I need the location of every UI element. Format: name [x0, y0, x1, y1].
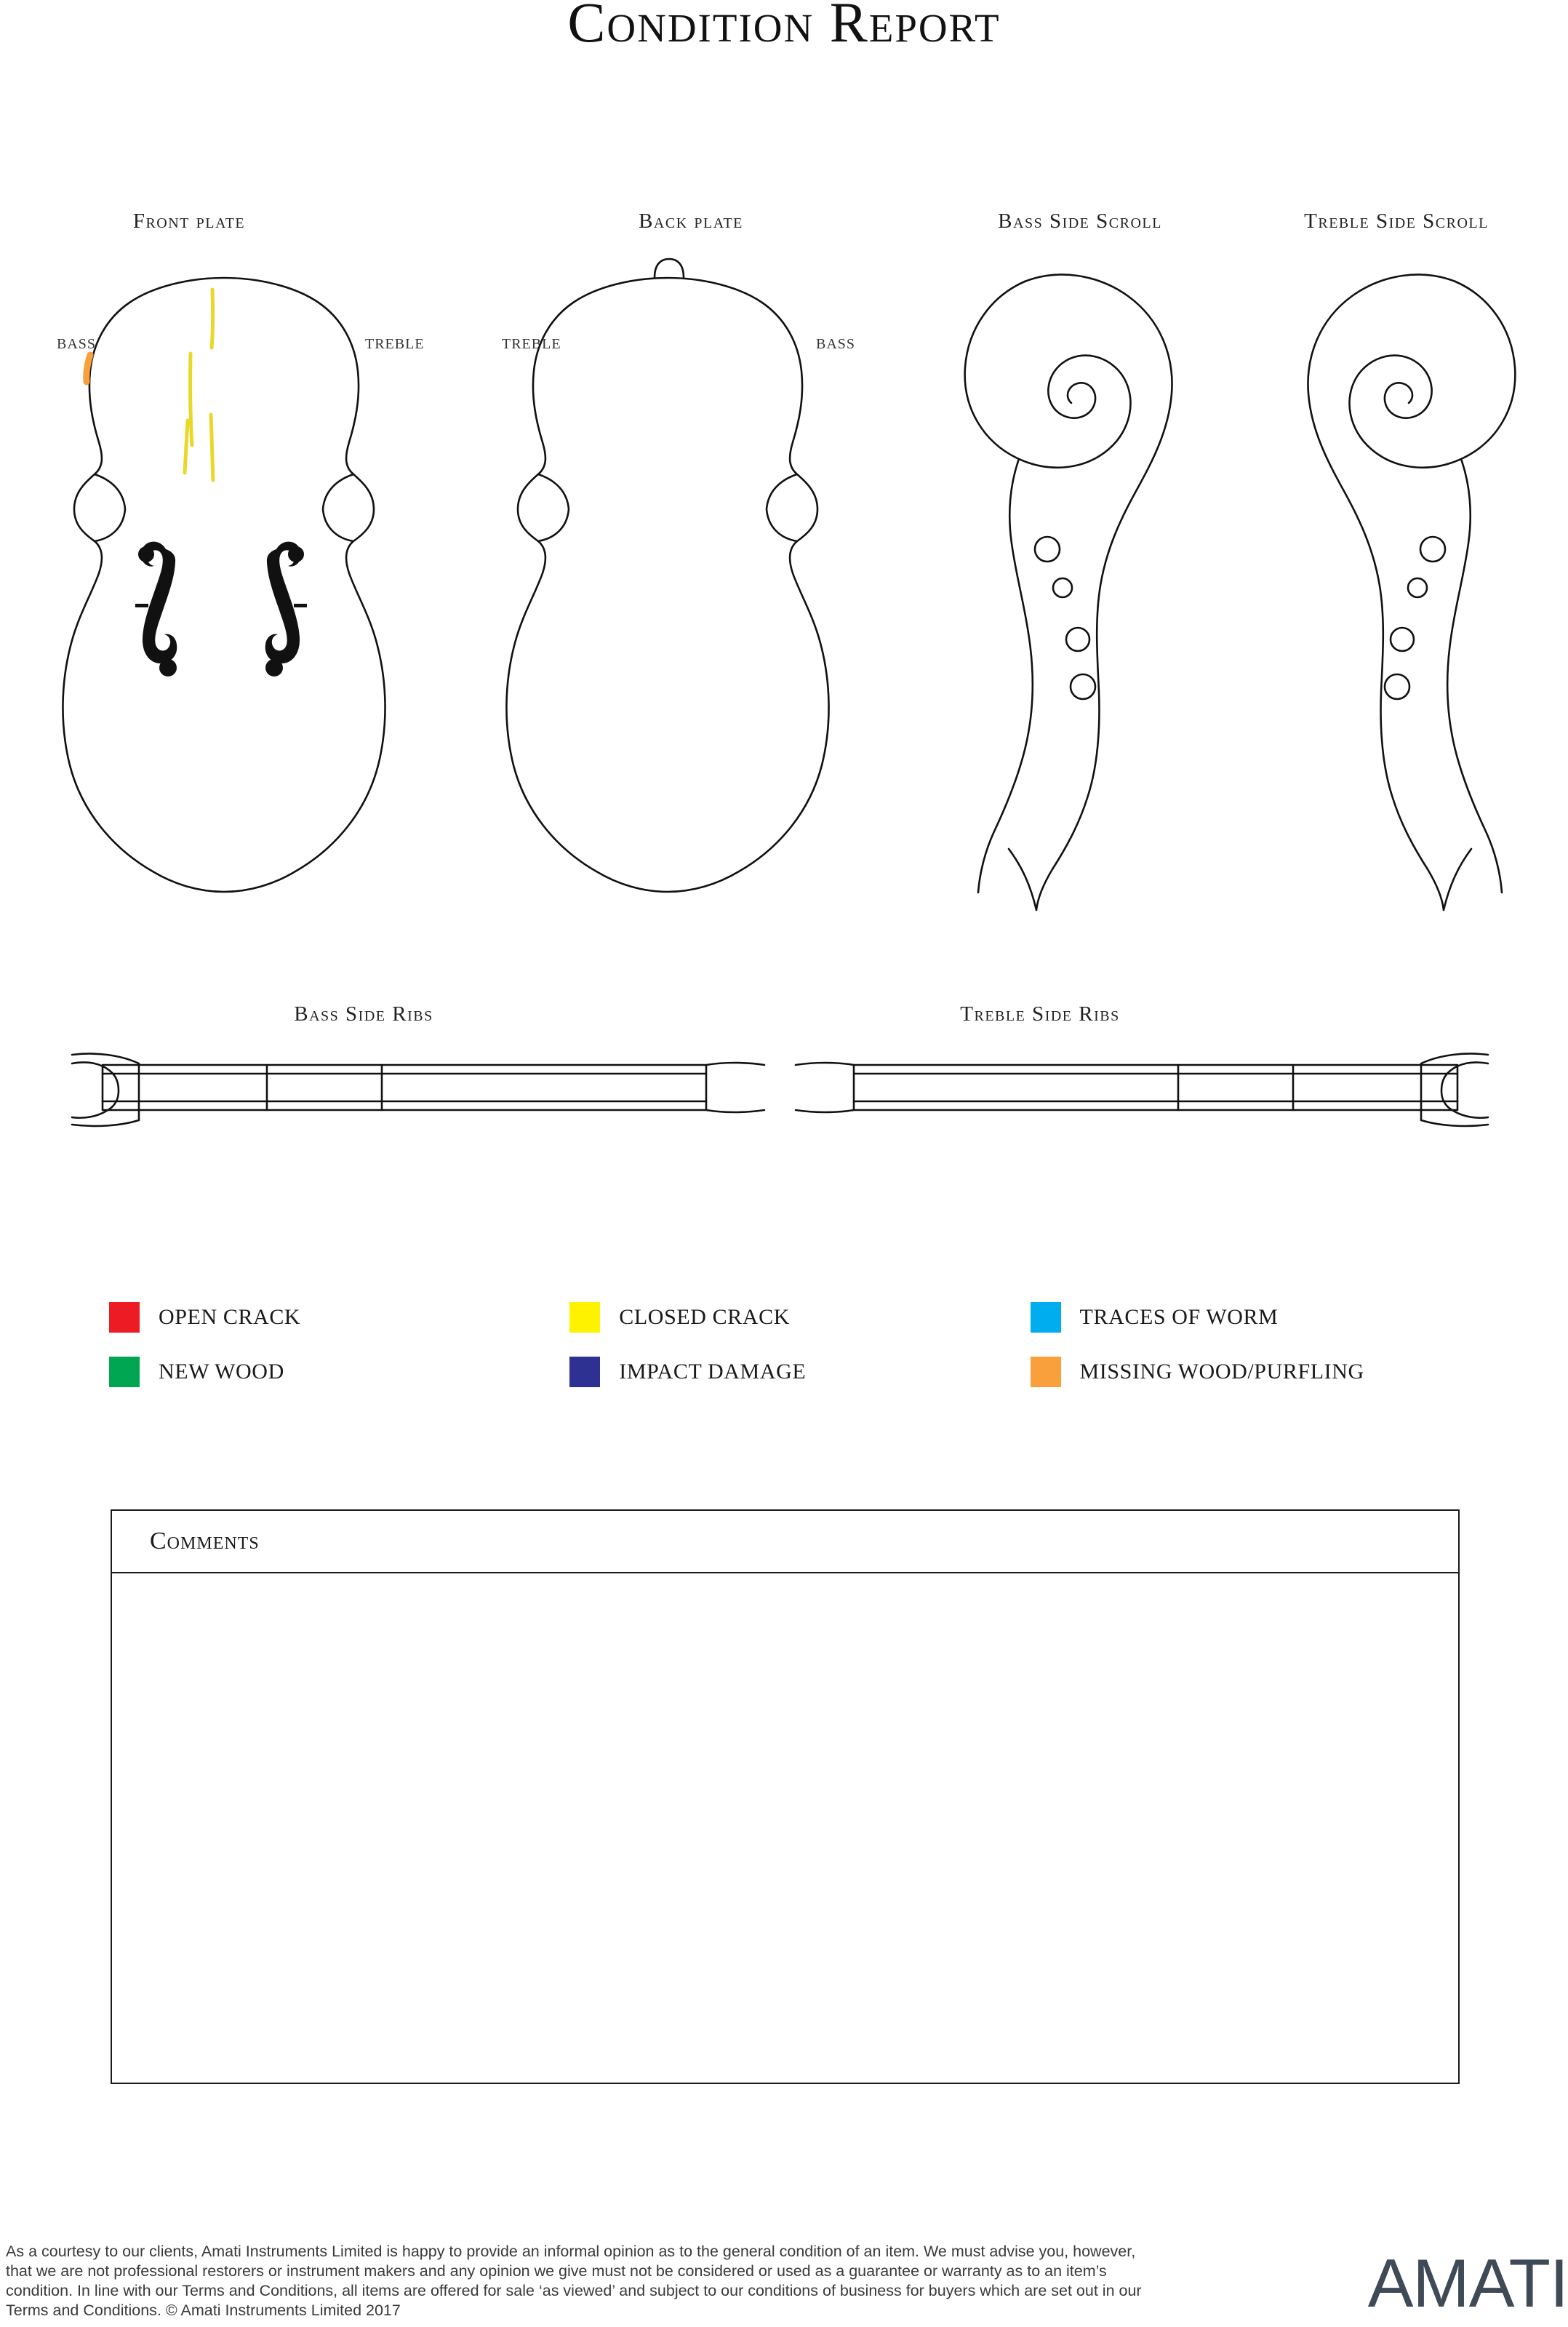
legend-row-1: [109, 1302, 1491, 1333]
legend-item-missing-wood[interactable]: [1031, 1357, 1491, 1387]
comments-input[interactable]: [112, 1573, 1458, 2083]
swatch-new-wood: [109, 1357, 140, 1387]
swatch-impact-damage: [569, 1357, 600, 1387]
caption-bass-side-scroll: Bass Side Scroll: [998, 209, 1162, 233]
front-plate-bass-label: BASS: [57, 336, 97, 352]
comments-box: [111, 1509, 1460, 2084]
legend-label-open-crack: OPEN CRACK: [159, 1305, 301, 1329]
caption-back-plate: Back plate: [639, 209, 743, 233]
comments-header: [112, 1511, 1458, 1573]
back-plate-bass-label: BASS: [816, 336, 856, 352]
swatch-missing-wood: [1031, 1357, 1061, 1387]
legend-label-missing-wood: MISSING WOOD/PURFLING: [1079, 1360, 1364, 1384]
footer-disclaimer: As a courtesy to our clients, Amati Instruments Limited is happy to provide an informal opinion as to the general condition of an item. We must advise you, however, that we are not professional restorers or instrument makers and any opinion we give must not be considered or used as a guarantee or warranty as to an item’s condition. In line with our Terms and Conditions, all items are offered for sale ‘as viewed’ and subject to our conditions of business for buyers which are set out in our Terms and Conditions. © Amati Instruments Limited 2017: [6, 2243, 1142, 2319]
caption-bass-side-ribs: Bass Side Ribs: [294, 1002, 433, 1026]
swatch-closed-crack: [569, 1302, 600, 1333]
legend-label-new-wood: NEW WOOD: [159, 1360, 284, 1384]
swatch-open-crack: [109, 1302, 140, 1333]
back-plate-treble-label: TREBLE: [502, 336, 561, 352]
front-plate-marking-closed-crack-3: [185, 420, 188, 473]
front-plate-marking-closed-crack-4: [211, 415, 213, 480]
legend-label-impact-damage: IMPACT DAMAGE: [619, 1360, 807, 1384]
page-title: Condition Report: [567, 0, 1001, 54]
comments-title: Comments: [150, 1528, 260, 1554]
front-plate-treble-label: TREBLE: [365, 336, 425, 352]
legend-item-open-crack[interactable]: [109, 1302, 569, 1333]
legend-label-traces-of-worm: TRACES OF WORM: [1079, 1305, 1279, 1329]
bass-side-ribs-diagram[interactable]: [69, 1039, 767, 1144]
legend: [109, 1302, 1491, 1411]
swatch-traces-of-worm: [1031, 1302, 1061, 1333]
front-plate-marking-closed-crack-1: [212, 290, 213, 348]
legend-item-traces-of-worm[interactable]: [1031, 1302, 1491, 1333]
legend-row-2: [109, 1357, 1491, 1387]
legend-label-closed-crack: CLOSED CRACK: [619, 1305, 790, 1329]
front-plate-diagram[interactable]: [36, 262, 415, 935]
front-plate-marking-closed-crack-2: [191, 354, 192, 445]
caption-treble-side-ribs: Treble Side Ribs: [960, 1002, 1120, 1026]
back-plate-diagram[interactable]: [480, 247, 858, 935]
bass-side-scroll-diagram[interactable]: [949, 258, 1218, 924]
treble-side-ribs-diagram[interactable]: [793, 1039, 1491, 1144]
amati-logo: AMATI: [1367, 2245, 1568, 2321]
caption-treble-side-scroll: Treble Side Scroll: [1304, 209, 1489, 233]
legend-item-new-wood[interactable]: [109, 1357, 569, 1387]
caption-front-plate: Front plate: [132, 209, 246, 233]
legend-item-closed-crack[interactable]: [569, 1302, 1030, 1333]
front-plate-marking-missing-wood: [87, 355, 90, 382]
legend-item-impact-damage[interactable]: [569, 1357, 1030, 1387]
treble-side-scroll-diagram[interactable]: [1262, 258, 1531, 924]
